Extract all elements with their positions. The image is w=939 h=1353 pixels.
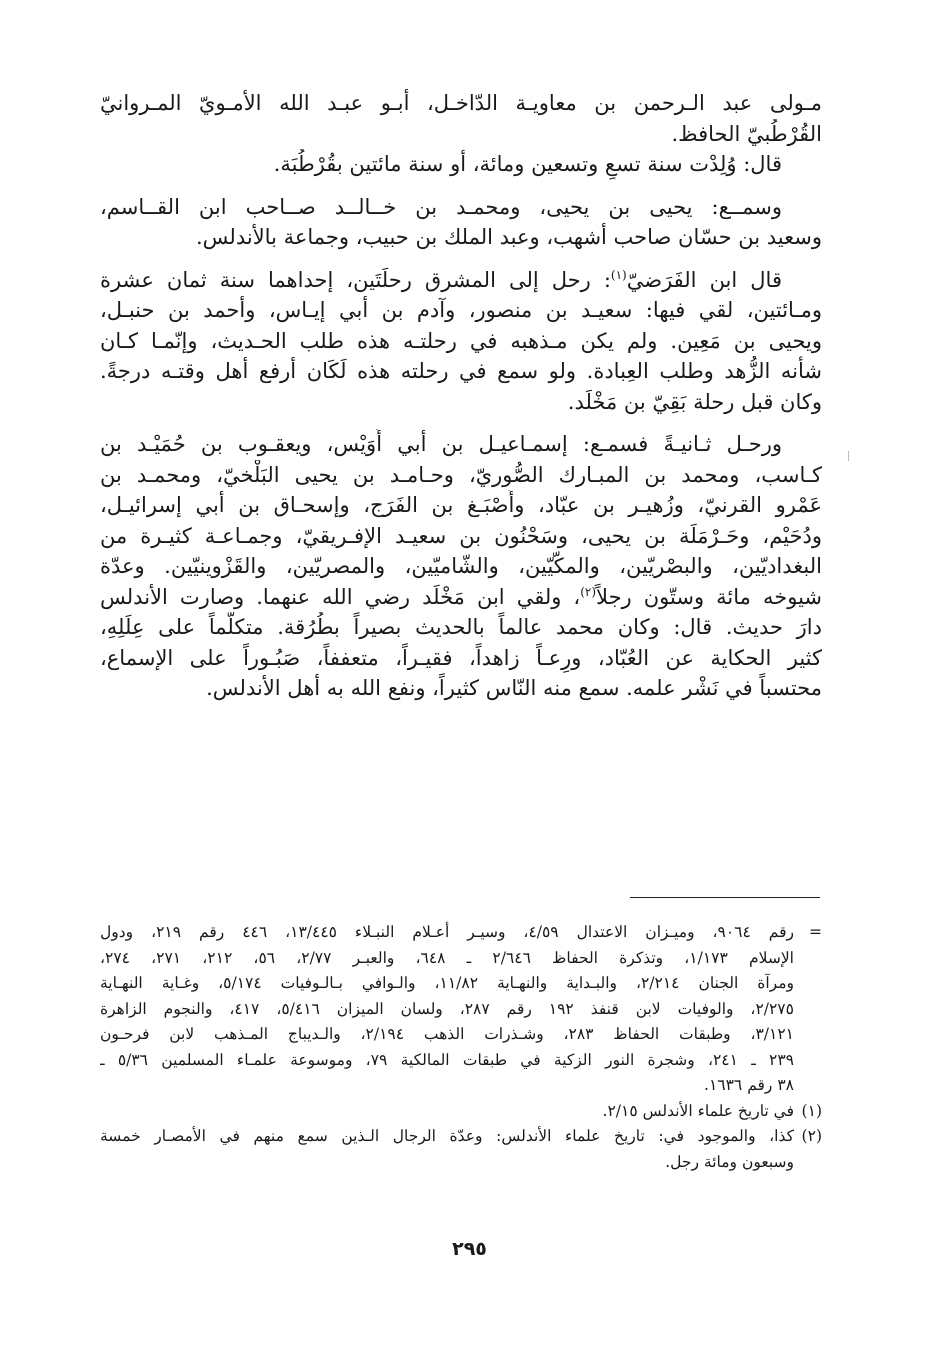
footnote-line: الإسلام ١/١٧٣، وتذكرة الحفاظ ٢/٦٤٦ ـ ٦٤٨، والعبـر ٢/٧٧، ٥٦، ٢١٢، ٢٧١، ٢٧٤، bbox=[100, 948, 794, 967]
footnote-line: في تاريخ علماء الأندلس ٢/١٥. bbox=[602, 1101, 794, 1120]
text-line bbox=[100, 265, 822, 296]
text-line: القُرْطُبيّ الحافظ. bbox=[671, 121, 822, 146]
footnote-line: رقم ٩٠٦٤، وميـزان الاعتدال ٤/٥٩، وسيـر أعـلام النبـلاء ١٣/٤٤٥، ٤٤٦ رقم ٢١٩، ودول bbox=[100, 923, 794, 941]
text-line: شأنه الزُّهد وطلب العِبادة. ولو سمع في رحلته هذه لَكَان أرفع أهل وقتـه درجةً. bbox=[100, 359, 822, 383]
footnote-reference: (٢) bbox=[580, 584, 597, 599]
text-line: مـولى عبد الـرحمن بن معاويـة الدّاخـل، أبـو عبـد الله الأمـويّ المـروانيّ bbox=[100, 91, 822, 115]
margin-mark bbox=[848, 451, 849, 461]
footnote-line: كذا، والموجود في: تاريخ علماء الأندلس: وعدّة الرجال الـذين سمع منهم في الأمصـار خمسة bbox=[100, 1127, 794, 1145]
main-text bbox=[100, 88, 822, 704]
text-line: عَمْرو القرنيّ، وزُهيـر بن عبّاد، وأَصْبَـغ بن الفَرَج، وإسحـاق بن أبي إسرائيـل، bbox=[100, 493, 822, 517]
text-line: وسعيد بن حسّان صاحب أشهب، وعبد الملك بن حبيب، وجماعة بالأندلس. bbox=[195, 225, 822, 249]
text-line: قال: وُلِدْت سنة تسعٍ وتسعين ومائة، أو سنة مائتين بقُرْطُبَة. bbox=[273, 152, 782, 176]
footnote-continued bbox=[100, 920, 822, 1099]
text-line: ومـائتين، لقي فيها: سعيـد بن منصور، وآدم بن أبي إيـاس، وأحمد بن حنبـل، bbox=[100, 298, 822, 322]
text-line: ويحيى بن مَعِين. ولم يكن مـذهبه في رحلتـه هذه طلب الحـديث، وإنّمـا كـان bbox=[100, 328, 822, 353]
footnote-marker: = bbox=[809, 923, 822, 941]
text-line: البغداديّين، والبصْريّين، والمكّيّين، والشّاميّين، والمصريّين، والقَزْوينيّين. وعدّة bbox=[100, 554, 822, 578]
text-line: محتسباً في نَشْر علمه. سمع منه النّاس كثيراً، ونفع الله به أهل الأندلس. bbox=[206, 676, 822, 700]
paragraph bbox=[100, 88, 822, 149]
paragraph bbox=[100, 265, 822, 418]
footnote-line: ٢٣٩ ـ ٢٤١، وشجرة النور الزكية في طبقات المالكية ٧٩، وموسوعة علمـاء المسلمين ٥/٣٦ ـ bbox=[100, 1050, 794, 1069]
text-line: كـاسب، ومحمد بن المبـارك الصُّوريّ، وحـامـد بن يحيى البَلْخيّ، ومحمـد بن bbox=[100, 462, 822, 487]
text-line: ودُحَيْم، وحَـرْمَلَة بن يحيى، وسَحْنُون بن سعيـد الإفـريقيّ، وجمـاعـة كثيـرة من bbox=[100, 523, 822, 548]
text-line: كثير الحكاية عن العُبّاد، ورِعـاً زاهداً، فقيـراً، متعففاً، صَبُـوراً على الإسماع، bbox=[100, 645, 822, 670]
page-number: ٢٩٥ bbox=[452, 1238, 487, 1260]
footnote-line: ومرآة الجنان ٢/٢١٤، والبـداية والنهـاية ١١/٨٢، والـوافي بـالـوفيات ٥/١٧٤، وغـاية النهـاية bbox=[100, 974, 794, 992]
text-line: وسمــع: يحيى بن يحيى، ومحمـد بن خــالــد صــاحب ابن القــاسم، bbox=[100, 194, 782, 219]
footnote-reference: (١) bbox=[610, 267, 627, 282]
footnote-1 bbox=[100, 1099, 822, 1125]
footnote-marker: (٢) bbox=[801, 1127, 822, 1145]
footnote-2 bbox=[100, 1124, 822, 1175]
footnote-line: ٣٨ رقم ١٦٣٦. bbox=[704, 1076, 794, 1094]
text-line: دارَ حديث. قال: وكان محمد عالماً بالحديث بصيراً بطُرُقة. متكلّماً على عِلَلِهِ، bbox=[100, 615, 822, 639]
footnote-divider bbox=[630, 897, 820, 898]
text-line: شيوخه مائة وستّون رجلاً$^{(٢)}$، ولقي ابن مَخْلَد رضي الله عنهما. وصارت الأندلس bbox=[100, 584, 822, 609]
text-line: ورحـل ثـانيـةً فسمـع: إسمـاعيـل بن أبي أُوَيْس، ويعقـوب بن حُمَيْـد بن bbox=[100, 432, 782, 456]
paragraph bbox=[100, 149, 822, 180]
footnote-line: ٣/١٢١، وطبقات الحفاظ ٢٨٣، وشـذرات الذهب ٢/١٩٤، والـديباج المـذهب لابن فرحـون bbox=[100, 1025, 794, 1043]
paragraph bbox=[100, 192, 822, 253]
text-line: وكان قبل رحلة بَقِيّ بن مَخْلَد. bbox=[567, 389, 822, 414]
footnote-marker: (١) bbox=[801, 1101, 822, 1120]
footnotes bbox=[100, 920, 822, 1175]
paragraph bbox=[100, 429, 822, 704]
footnote-line: ٢/٢٧٥، والوفيات لابن قنفذ ١٩٢ رقم ٢٨٧، ولسان الميزان ٥/٤١٦، ٤١٧، والنجوم الزاهرة bbox=[100, 999, 794, 1018]
text-line-body: قال ابن الفَرَضيّ$^{(١)}$: رحل إلى المشرق رحلَتَين، إحداهما سنة ثمان عشرة bbox=[100, 267, 782, 292]
footnote-line: وسبعون ومائة رجل. bbox=[665, 1152, 794, 1171]
